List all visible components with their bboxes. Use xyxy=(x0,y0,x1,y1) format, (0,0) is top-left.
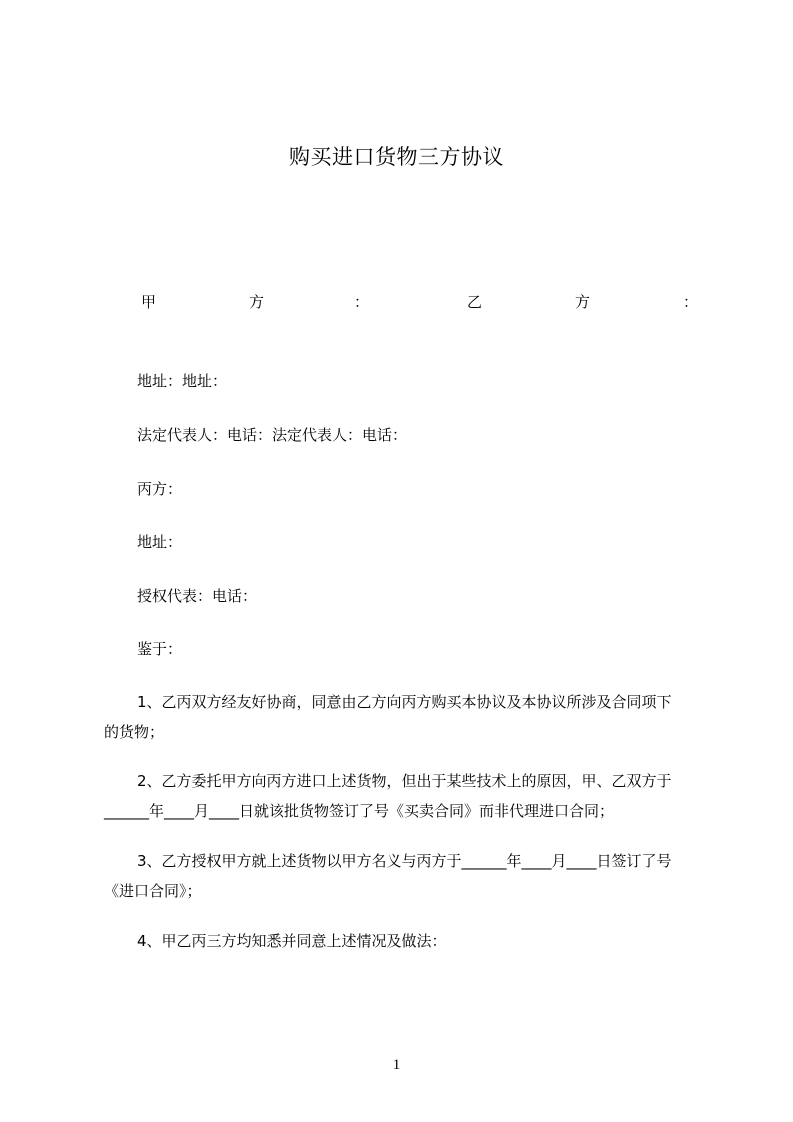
clause-4-first-line: 4、甲乙丙三方均知悉并同意上述情况及做法： xyxy=(137,932,447,950)
party-c-line: 丙方： xyxy=(137,480,183,498)
clause-4 xyxy=(104,926,710,956)
clause-1-first-line: 1、乙丙双方经友好协商，同意由乙方向丙方购买本协议及本协议所涉及合同项下 xyxy=(137,693,672,711)
party-b-label-char: 乙 xyxy=(467,293,483,311)
address-line: 地址：地址： xyxy=(137,372,228,390)
parties-row xyxy=(0,290,793,314)
clause-1-continuation: 的货物； xyxy=(104,723,165,741)
clause-2-first-line: 2、乙方委托甲方向丙方进口上述货物，但出于某些技术上的原因，甲、乙双方于 xyxy=(137,772,672,790)
party-c-address-line: 地址： xyxy=(137,533,183,551)
clause-3-first-line: 3、乙方授权甲方就上述货物以甲方名义与丙方于______年____月____日签订了号 xyxy=(137,852,672,870)
party-a-label-char: 甲 xyxy=(141,293,157,311)
document-title: 购买进口货物三方协议 xyxy=(289,145,504,169)
clause-3 xyxy=(104,846,710,906)
party-a-fang-char: 方 xyxy=(249,293,265,311)
party-b-colon: ： xyxy=(683,293,699,311)
page-number: 1 xyxy=(392,1057,401,1073)
party-a-colon: ： xyxy=(354,293,370,311)
clause-2-continuation: ______年____月____日就该批货物签订了号《买卖合同》而非代理进口合同； xyxy=(104,802,615,820)
whereas-line: 鉴于： xyxy=(137,640,183,658)
clause-1 xyxy=(104,687,710,747)
clause-2 xyxy=(104,766,710,826)
authorized-representative-line: 授权代表：电话： xyxy=(137,587,258,605)
party-b-fang-char: 方 xyxy=(575,293,591,311)
legal-representative-line: 法定代表人：电话：法定代表人：电话： xyxy=(137,426,408,444)
clause-3-continuation: 《进口合同》； xyxy=(104,882,202,900)
